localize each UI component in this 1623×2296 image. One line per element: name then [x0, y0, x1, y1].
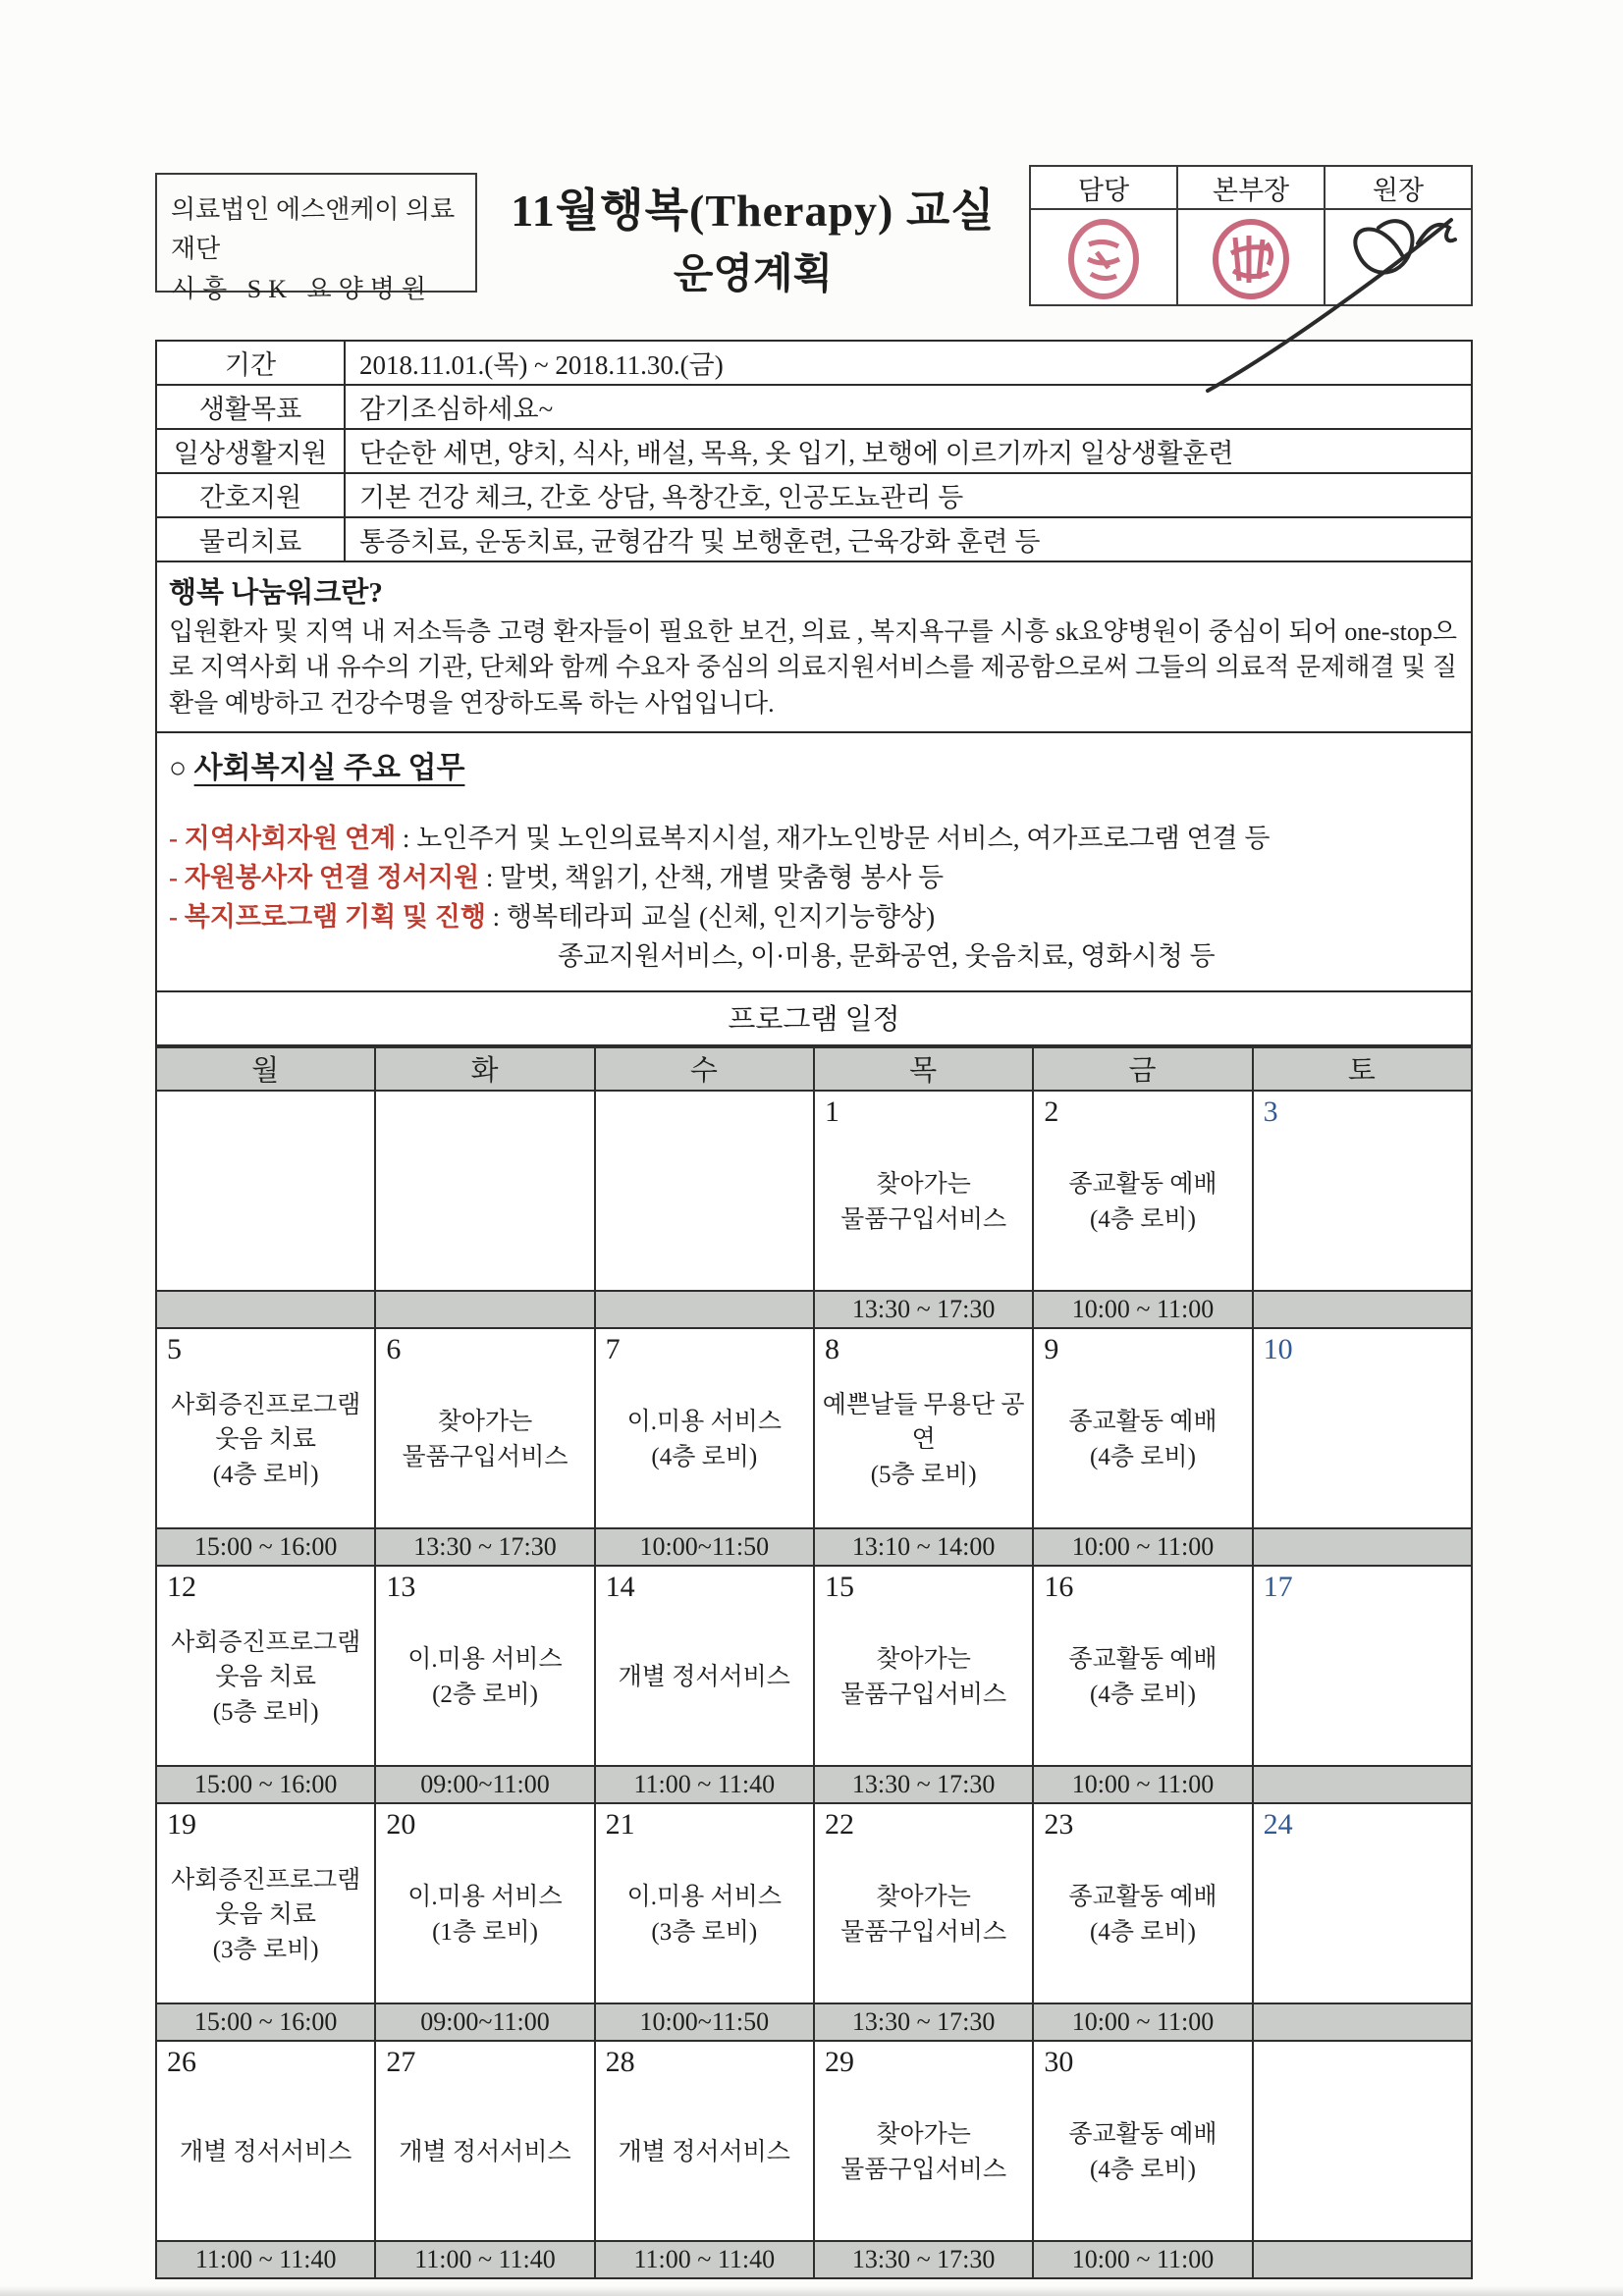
program-calendar	[155, 1046, 1473, 2279]
program-label	[1034, 1842, 1251, 2002]
title-line-2: 운영계획	[673, 252, 834, 297]
program-line: (4층 로비)	[1090, 1681, 1196, 1708]
program-label	[376, 1842, 593, 2002]
duty-item	[169, 898, 1457, 937]
handwritten-signature	[1200, 204, 1467, 400]
approval-signature-cell	[1325, 209, 1472, 305]
date-number: 30	[1044, 2045, 1074, 2078]
week-1-time-row	[156, 1291, 1472, 1328]
program-label	[596, 1366, 813, 1527]
day-cell	[375, 1328, 594, 1528]
day-cell	[156, 2041, 375, 2241]
section-heading: 행복 나눔워크란?	[169, 577, 383, 609]
program-line: (1층 로비)	[432, 1918, 538, 1946]
program-line: 찾아가는	[437, 1409, 533, 1436]
program-line: (3층 로비)	[651, 1918, 758, 1946]
time-label: 10:00 ~ 11:00	[1033, 1766, 1252, 1803]
day-cell	[595, 1328, 814, 1528]
date-number: 27	[386, 2045, 416, 2078]
hospital-name: 시흥 SK 요양병원	[171, 274, 433, 303]
duty-desc: : 노인주거 및 노인의료복지시설, 재가노인방문 서비스, 여가프로그램 연결 등	[402, 824, 1271, 854]
program-line: (4층 로비)	[1090, 2156, 1196, 2183]
time-label: 15:00 ~ 16:00	[156, 1528, 375, 1566]
day-cell	[814, 1091, 1033, 1291]
day-cell	[595, 2041, 814, 2241]
date-number: 1	[824, 1095, 839, 1128]
program-line: (2층 로비)	[432, 1681, 538, 1708]
program-line: 개별 정서서비스	[399, 2139, 571, 2166]
info-label: 기간	[156, 341, 345, 385]
date-number: 23	[1044, 1807, 1074, 1841]
program-line: (5층 로비)	[870, 1461, 977, 1488]
duty-item	[169, 859, 1457, 898]
program-line: 종교활동 예배	[1068, 1884, 1217, 1911]
info-value: 통증치료, 운동치료, 균형감각 및 보행훈련, 근육강화 훈련 등	[345, 517, 1472, 561]
date-number: 16	[1044, 1570, 1074, 1603]
program-line: 종교활동 예배	[1068, 1171, 1217, 1199]
program-line: 찾아가는	[876, 2121, 971, 2149]
time-label	[595, 1291, 814, 1328]
info-label: 간호지원	[156, 473, 345, 517]
program-label	[376, 1095, 593, 1290]
info-label: 생활목표	[156, 385, 345, 429]
program-label	[1034, 2079, 1251, 2240]
week-4-time-row	[156, 2003, 1472, 2041]
duties-heading	[169, 743, 1457, 786]
weekday-header-row	[156, 1047, 1472, 1091]
approval-table	[1029, 165, 1473, 306]
day-cell	[156, 1328, 375, 1528]
title-line-1: 11월행복(Therapy) 교실	[511, 186, 996, 236]
happiness-network-section	[155, 562, 1473, 733]
time-label: 11:00 ~ 11:40	[595, 2241, 814, 2278]
program-line: 이.미용 서비스	[626, 1409, 783, 1436]
day-cell	[814, 1803, 1033, 2003]
program-label	[157, 1604, 374, 1765]
duties-heading-text: 사회복지실 주요 업무	[193, 752, 465, 785]
program-line: (4층 로비)	[1090, 1918, 1196, 1946]
time-label: 10:00 ~ 11:00	[1033, 1291, 1252, 1328]
day-cell	[375, 1091, 594, 1291]
program-label	[1254, 1129, 1471, 1290]
week-1-content-row	[156, 1091, 1472, 1291]
time-label	[156, 1291, 375, 1328]
date-number: 24	[1263, 1807, 1293, 1841]
program-label	[157, 1842, 374, 2002]
organization-name: 의료법인 에스앤케이 의료재단	[171, 195, 456, 264]
day-cell	[1253, 1091, 1472, 1291]
program-line: (4층 로비)	[212, 1461, 319, 1488]
program-label	[815, 1129, 1032, 1290]
time-label: 13:10 ~ 14:00	[814, 1528, 1033, 1566]
program-line: 찾아가는	[876, 1884, 971, 1911]
duty-title: 지역사회자원 연계	[184, 824, 397, 854]
program-label	[596, 1604, 813, 1765]
program-line: 사회증진프로그램	[171, 1391, 361, 1418]
program-line: (4층 로비)	[651, 1443, 758, 1470]
time-label	[1253, 1291, 1472, 1328]
date-number: 5	[167, 1332, 182, 1365]
program-line: 물품구입서비스	[840, 1681, 1007, 1708]
approval-col-wonjang: 원장	[1325, 166, 1472, 209]
time-label: 11:00 ~ 11:40	[156, 2241, 375, 2278]
day-cell	[1253, 1803, 1472, 2003]
page-title	[477, 165, 1029, 300]
program-line: 예쁜날들 무용단 공연	[822, 1391, 1025, 1454]
day-cell	[375, 1566, 594, 1766]
week-5-content-row	[156, 2041, 1472, 2241]
time-label: 09:00~11:00	[375, 1766, 594, 1803]
day-cell	[1033, 1328, 1252, 1528]
date-number: 28	[605, 2045, 635, 2078]
program-line: 이.미용 서비스	[626, 1884, 783, 1911]
program-line: (5층 로비)	[212, 1698, 319, 1726]
time-label	[1253, 1528, 1472, 1566]
day-cell	[1253, 1566, 1472, 1766]
program-line: 물품구입서비스	[840, 2156, 1007, 2183]
welfare-duties-section	[155, 733, 1473, 992]
date-number: 12	[167, 1570, 196, 1603]
program-label	[596, 2079, 813, 2240]
day-cell	[595, 1803, 814, 2003]
scan-edge-artifact	[0, 2286, 1623, 2296]
date-number: 20	[386, 1807, 416, 1841]
time-label: 11:00 ~ 11:40	[595, 1766, 814, 1803]
info-label: 일상생활지원	[156, 429, 345, 473]
day-cell	[1033, 1091, 1252, 1291]
program-label	[376, 1366, 593, 1527]
program-label	[376, 2079, 593, 2240]
program-label	[1034, 1129, 1251, 1290]
duty-desc-continued: 종교지원서비스, 이·미용, 문화공연, 웃음치료, 영화시청 등	[558, 941, 1216, 972]
date-number: 2	[1044, 1095, 1059, 1128]
time-label: 10:00~11:50	[595, 1528, 814, 1566]
week-2-content-row	[156, 1328, 1472, 1528]
program-line: 개별 정서서비스	[180, 2139, 352, 2166]
program-line: 사회증진프로그램	[171, 1866, 361, 1894]
program-line: 웃음 치료	[215, 1664, 317, 1691]
time-label: 15:00 ~ 16:00	[156, 1766, 375, 1803]
week-5-time-row	[156, 2241, 1472, 2278]
info-value: 단순한 세면, 양치, 식사, 배설, 목욕, 옷 입기, 보행에 이르기까지 일상생활훈련	[345, 429, 1472, 473]
program-line: 종교활동 예배	[1068, 1409, 1217, 1436]
day-cell	[595, 1091, 814, 1291]
date-number: 9	[1044, 1332, 1059, 1365]
date-number: 17	[1263, 1570, 1293, 1603]
program-label	[157, 1095, 374, 1290]
program-line: 종교활동 예배	[1068, 1646, 1217, 1674]
duty-bullet: -	[169, 824, 178, 854]
program-label	[376, 1604, 593, 1765]
day-cell	[814, 2041, 1033, 2241]
weekday-fri: 금	[1033, 1047, 1252, 1091]
program-label	[1254, 2046, 1471, 2240]
day-cell	[1033, 1566, 1252, 1766]
document	[155, 165, 1473, 2279]
program-label	[596, 1842, 813, 2002]
weekday-tue: 화	[375, 1047, 594, 1091]
program-label	[1254, 1366, 1471, 1527]
weekday-mon: 월	[156, 1047, 375, 1091]
weekday-thu: 목	[814, 1047, 1033, 1091]
duty-title: 복지프로그램 기획 및 진행	[184, 902, 486, 933]
schedule-title: 프로그램 일정	[155, 992, 1473, 1046]
time-label: 10:00 ~ 11:00	[1033, 2241, 1252, 2278]
program-line: 사회증진프로그램	[171, 1629, 361, 1656]
date-number: 6	[386, 1332, 402, 1365]
week-3-content-row	[156, 1566, 1472, 1766]
time-label: 13:30 ~ 17:30	[814, 2003, 1033, 2041]
time-label	[1253, 2003, 1472, 2041]
day-cell	[814, 1566, 1033, 1766]
week-2-time-row	[156, 1528, 1472, 1566]
red-stamp-icon	[1061, 215, 1146, 303]
duty-item	[169, 820, 1457, 859]
week-4-content-row	[156, 1803, 1472, 2003]
program-line: (4층 로비)	[1090, 1205, 1196, 1233]
week-3-time-row	[156, 1766, 1472, 1803]
time-label: 13:30 ~ 17:30	[375, 1528, 594, 1566]
day-cell	[1253, 2041, 1472, 2241]
day-cell	[156, 1566, 375, 1766]
duty-title: 자원봉사자 연결 정서지원	[184, 863, 480, 893]
info-row-physical-therapy	[156, 517, 1472, 561]
program-label	[1254, 1842, 1471, 2002]
program-line: 개별 정서서비스	[618, 2139, 790, 2166]
section-body: 입원환자 및 지역 내 저소득층 고령 환자들이 필요한 보건, 의료 , 복지욕구를 시흥 sk요양병원이 중심이 되어 one-stop으로 지역사회 내 유수의 기관, 단체와 함께 수요자 중심의 의료지원서비스를 제공함으로써 그들의 의료적 문제해결 및 질환을 예방하고 건강수명을 연장하도록 하는 사업입니다.	[169, 617, 1457, 718]
program-label	[1034, 1366, 1251, 1527]
time-label	[1253, 2241, 1472, 2278]
program-calendar-body	[156, 1091, 1472, 2278]
date-number: 3	[1263, 1095, 1278, 1128]
program-line: 이.미용 서비스	[407, 1646, 563, 1674]
day-cell	[814, 1328, 1033, 1528]
day-cell	[1033, 1803, 1252, 2003]
organization-box	[155, 173, 477, 303]
info-value: 감기조심하세요~	[345, 385, 1472, 429]
program-line: 찾아가는	[876, 1646, 971, 1674]
info-value: 2018.11.01.(목) ~ 2018.11.30.(금)	[345, 341, 1472, 385]
date-number: 22	[824, 1807, 854, 1841]
time-label: 09:00~11:00	[375, 2003, 594, 2041]
date-number: 15	[824, 1570, 854, 1603]
program-line: 물품구입서비스	[840, 1918, 1007, 1946]
day-cell	[1033, 2041, 1252, 2241]
program-label	[815, 1604, 1032, 1765]
date-number: 10	[1263, 1332, 1293, 1365]
program-line: 이.미용 서비스	[407, 1884, 563, 1911]
day-cell	[1253, 1328, 1472, 1528]
program-line: 개별 정서서비스	[618, 1664, 790, 1691]
day-cell	[595, 1566, 814, 1766]
time-label: 10:00 ~ 11:00	[1033, 2003, 1252, 2041]
info-row-daily-support	[156, 429, 1472, 473]
program-label	[815, 1842, 1032, 2002]
time-label: 13:30 ~ 17:30	[814, 2241, 1033, 2278]
time-label: 15:00 ~ 16:00	[156, 2003, 375, 2041]
program-line: 종교활동 예배	[1068, 2121, 1217, 2149]
time-label: 13:30 ~ 17:30	[814, 1291, 1033, 1328]
program-line: 웃음 치료	[215, 1901, 317, 1929]
program-line: 물품구입서비스	[840, 1205, 1007, 1233]
duty-desc: : 말벗, 책읽기, 산책, 개별 맞춤형 봉사 등	[485, 863, 945, 893]
date-number: 7	[605, 1332, 621, 1365]
info-row-nursing	[156, 473, 1472, 517]
program-label	[1034, 1604, 1251, 1765]
date-number: 14	[605, 1570, 635, 1603]
approval-col-damdang: 담당	[1030, 166, 1177, 209]
circle-bullet: ○	[169, 752, 188, 785]
duty-bullet: -	[169, 902, 178, 933]
program-label	[815, 1366, 1032, 1527]
time-label: 13:30 ~ 17:30	[814, 1766, 1033, 1803]
approval-col-bonbujang: 본부장	[1177, 166, 1325, 209]
time-label: 11:00 ~ 11:40	[375, 2241, 594, 2278]
program-line: 찾아가는	[876, 1171, 971, 1199]
date-number: 13	[386, 1570, 416, 1603]
date-number: 8	[824, 1332, 839, 1365]
time-label	[375, 1291, 594, 1328]
program-label	[596, 1095, 813, 1290]
duty-desc: : 행복테라피 교실 (신체, 인지기능향상)	[492, 902, 936, 933]
approval-stamp-cell-1	[1030, 209, 1177, 305]
date-number: 29	[824, 2045, 854, 2078]
program-label	[1254, 1604, 1471, 1765]
date-number: 19	[167, 1807, 196, 1841]
program-label	[815, 2079, 1032, 2240]
time-label: 10:00~11:50	[595, 2003, 814, 2041]
duty-bullet: -	[169, 863, 178, 893]
day-cell	[375, 2041, 594, 2241]
day-cell	[375, 1803, 594, 2003]
program-line: 물품구입서비스	[402, 1443, 568, 1470]
weekday-sat: 토	[1253, 1047, 1472, 1091]
program-line: 웃음 치료	[215, 1426, 317, 1454]
time-label	[1253, 1766, 1472, 1803]
day-cell	[156, 1803, 375, 2003]
time-label: 10:00 ~ 11:00	[1033, 1528, 1252, 1566]
info-value: 기본 건강 체크, 간호 상담, 욕창간호, 인공도뇨관리 등	[345, 473, 1472, 517]
program-label	[157, 1366, 374, 1527]
document-header	[155, 165, 1473, 340]
program-line: (4층 로비)	[1090, 1443, 1196, 1470]
program-line: (3층 로비)	[212, 1936, 319, 1963]
day-cell	[156, 1091, 375, 1291]
weekday-wed: 수	[595, 1047, 814, 1091]
date-number: 21	[605, 1807, 635, 1841]
date-number: 26	[167, 2045, 196, 2078]
info-label: 물리치료	[156, 517, 345, 561]
program-label	[157, 2079, 374, 2240]
